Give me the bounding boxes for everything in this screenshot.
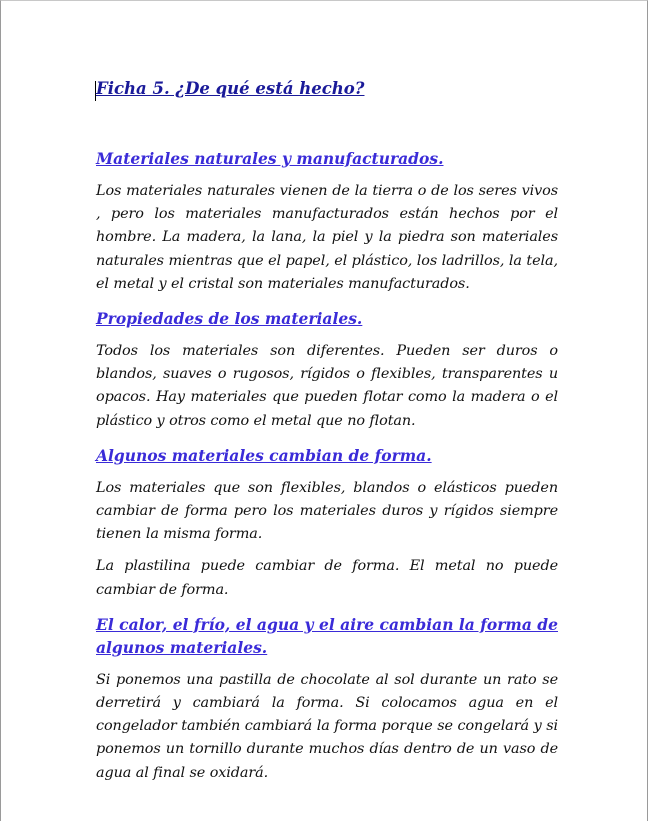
section-heading: El calor, el frío, el agua y el aire cambian la forma de algunos materiales. [96,614,558,657]
paragraph: Si ponemos una pastilla de chocolate al sol durante un rato se derretirá y cambiará la forma. Si colocamos agua en el congelador también cambiará la forma porque se congelará y si ponemos un tornillo durante muchos días dentro de un vaso de agua al final se oxidará. [96,671,558,781]
document-title: Ficha 5. ¿De qué está hecho? [96,79,365,98]
section-heading: Algunos materiales cambian de forma. [96,445,432,465]
section-heading: Propiedades de los materiales. [96,309,363,329]
document-body[interactable] [96,147,558,796]
paragraph: Los materiales que son flexibles, blandos o elásticos pueden cambiar de forma pero los materiales duros y rígidos siempre tienen la misma forma. [96,479,558,543]
section-shape-change [96,444,558,602]
paragraph: Todos los materiales son diferentes. Pueden ser duros o blandos, suaves o rugosos, rígidos o flexibles, transparentes u opacos. Hay materiales que pueden flotar como la madera o el plástico y otros como el metal que no flotan. [96,343,558,429]
section-natural-materials [96,147,558,296]
paragraph: Los materiales naturales vienen de la tierra o de los seres vivos , pero los materiales manufacturados están hechos por el hombre. La madera, la lana, la piel y la piedra son materiales naturales mientras que el papel, el plástico, los ladrillos, la tela, el metal y el cristal son materiales manufacturados. [96,183,558,292]
paragraph: La plastilina puede cambiar de forma. El metal no puede cambiar de forma. [96,558,558,598]
section-heat-cold-water-air [96,613,558,785]
section-material-properties [96,307,558,433]
section-heading: Materiales naturales y manufacturados. [96,149,444,168]
